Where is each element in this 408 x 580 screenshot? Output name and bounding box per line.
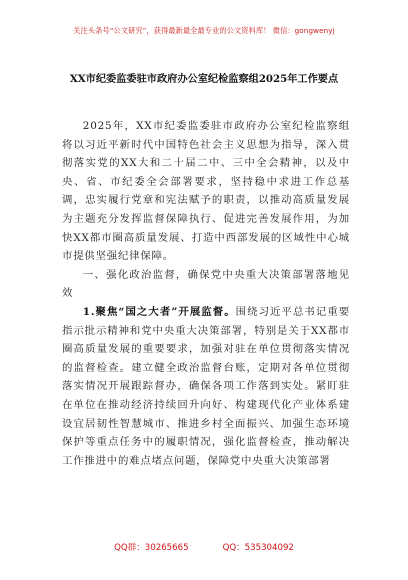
promo-banner: 关注头条号“公文研究”，获得最新最全最专业的公文资料库！ 微信：gongwenyj — [73, 26, 335, 35]
item-paragraph — [62, 303, 350, 470]
section-heading: 一、强化政治监督，确保党中央重大决策部署落地见效 — [62, 268, 350, 300]
qq-number-text: QQ：535304092 — [222, 543, 294, 553]
intro-paragraph: 2025年，XX市纪委监委驻市政府办公室纪检监察组将以习近平新时代中国特色社会主义思想为指导，深入贯彻落实党的XX大和二十届二中、三中全会精神，以及中央、省、市纪委全会部署要求，坚持稳中求进工作总基调，忠实履行党章和宪法赋予的职责，以推动高质量发展为主题充分发挥监督保障执行、促进完善发展作用，为加快XX都市圈高质量发展、打造中西部发展的区域性中心城市提供坚强纪律保障。 — [62, 120, 350, 263]
document-body — [62, 117, 350, 470]
document-title: XX市纪委监委驻市政府办公室纪检监察组2025年工作要点 — [69, 73, 339, 85]
item-lead: 1.聚焦“国之大者”开展监督。 — [82, 305, 236, 318]
footer-contact — [0, 541, 408, 553]
qq-group-text: QQ群：30265665 — [114, 543, 189, 553]
item-text: 围绕习近平总书记重要指示批示精神和党中央重大决策部署，特别是关于XX都市圈高质量发展的重要要求，加强对驻在单位贯彻落实情况的监督检查。建立健全政治监督台账，定期对各单位贯彻落实情况开展跟踪督办，确保各项工作落到实处。紧盯驻在单位在推动经济持续回升向好、构建现代化产业体系建设宜居韧性智慧城市、推进乡村全面振兴、加强生态环境保护等重点任务中的履职情况，强化监督检查，推动解决工作推进中的难点堵点问题，保障党中央重大决策部署 — [62, 305, 350, 467]
